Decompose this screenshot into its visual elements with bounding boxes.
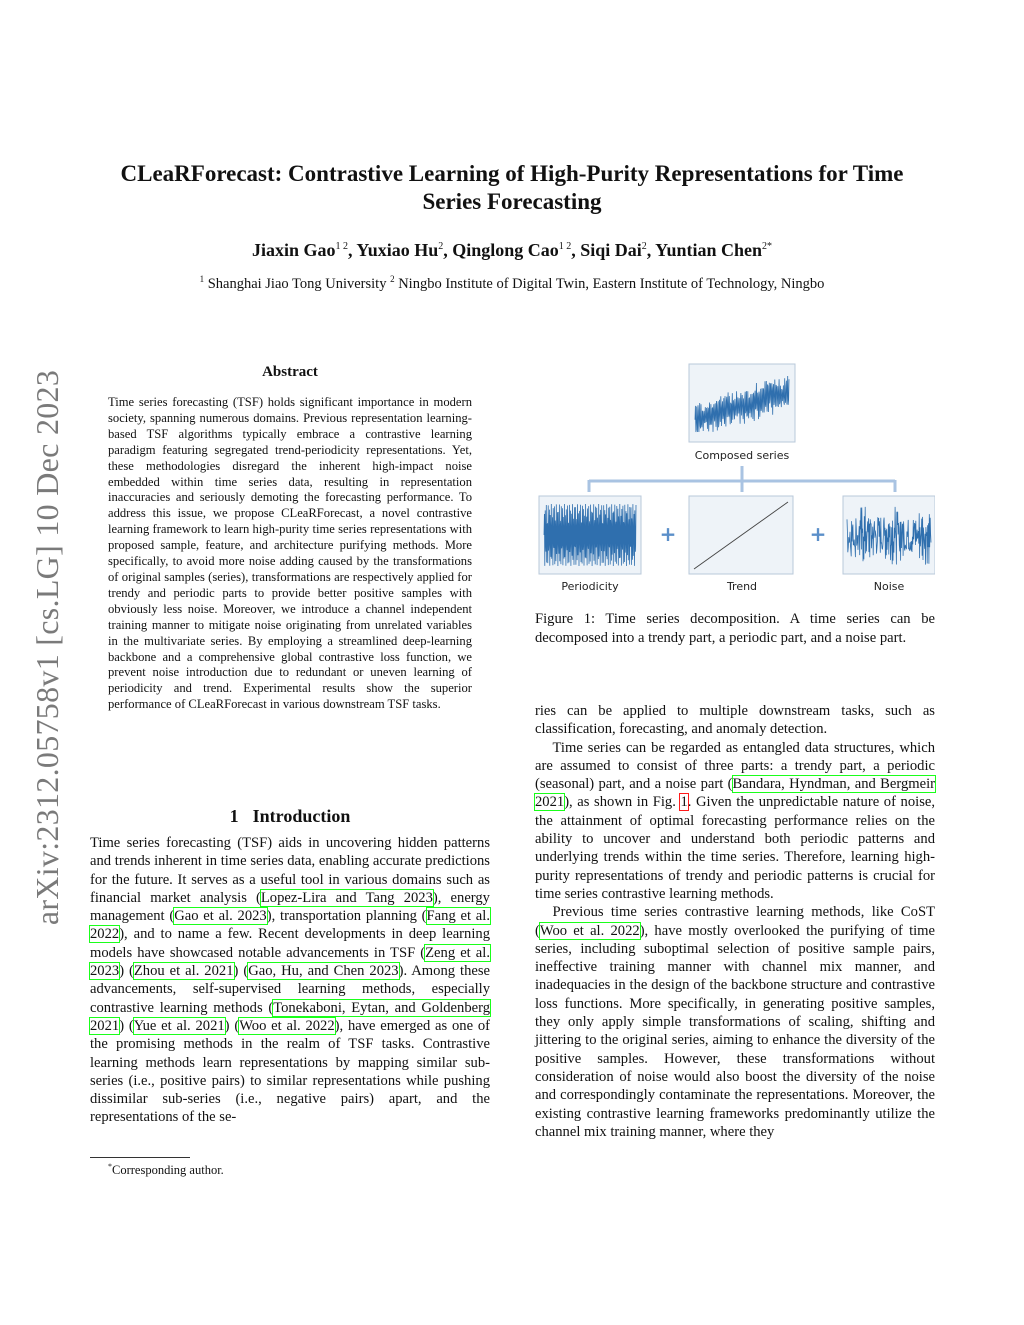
plus-icon: + bbox=[659, 522, 677, 546]
section-number: 1 bbox=[229, 806, 239, 826]
author-list: Jiaxin Gao$^{1 2}$, Yuxiao Hu$^2$, Qinglong Cao$^{1 2}$, Siqi Dai$^2$, Yuntian Chen$^{2*}$ bbox=[251, 240, 773, 260]
paragraph bbox=[535, 903, 935, 1141]
arxiv-identifier bbox=[30, 352, 66, 942]
author-name: Yuntian Chen bbox=[655, 240, 763, 260]
author-name: Jiaxin Gao bbox=[251, 240, 336, 260]
author-name: Siqi Dai bbox=[580, 240, 642, 260]
affiliation: Shanghai Jiao Tong University bbox=[207, 275, 387, 292]
paragraph: ries can be applied to multiple downstream tasks, such as classification, forecasting, and anomaly detection. bbox=[535, 703, 935, 738]
author-affil-mark: 2 bbox=[641, 241, 647, 252]
figure-time-series-decomposition bbox=[535, 360, 935, 600]
affiliation: Ningbo Institute of Digital Twin, Eastern Institute of Technology, Ningbo bbox=[398, 275, 825, 292]
intro-paragraph bbox=[90, 834, 490, 1127]
affiliations bbox=[90, 274, 934, 293]
author-affil-mark: 1 2 bbox=[558, 241, 572, 252]
intro-text bbox=[90, 834, 490, 1127]
author-affil-mark: 2* bbox=[762, 241, 773, 252]
text-run: ) ( bbox=[119, 1017, 134, 1034]
author-name: Yuxiao Hu bbox=[356, 240, 439, 260]
author-affil-mark: 1 2 bbox=[335, 241, 348, 252]
composed-series-label: Composed series bbox=[694, 449, 790, 462]
abstract-heading: Abstract bbox=[262, 364, 318, 380]
affil-mark: 2 bbox=[390, 274, 395, 284]
decomposition-bracket bbox=[589, 466, 895, 492]
citation-link[interactable]: Gao et al. 2023 bbox=[174, 908, 267, 925]
citation-link[interactable]: Bandara, Hyndman, and Bergmeir 2021 bbox=[535, 776, 935, 811]
text-run: ), have mostly overlooked the purifying of time series, including suboptimal selection of positive sample pairs, ineffective training manner with channel mix manner, and inadequacies in the design of the backbone structure and contrastive loss functions. More specifically, in generating positive samples, they only apply simple transformations of scaling, shifting and jittering to the original series, aiming to enhance the diversity of the positive samples. However, these transformations without consideration of noise would also boost the diversity of the noise and correspondingly contaminate the representations. Moreover, the existing contrastive learning frameworks predominantly utilize the channel mix training manner, where they bbox=[535, 922, 936, 1140]
author-affil-mark: 2 bbox=[438, 241, 444, 252]
citation-link[interactable]: Zhou et al. 2021 bbox=[133, 963, 234, 980]
text-run: . Given the unpredictable nature of noise, the attainment of optimal forecasting performance relies on the ability to uncover and understand both periodic patterns and underlying trends within the time series. Therefore, learning high-purity representations of trendy and periodic patterns is crucial for time series contrastive learning methods. bbox=[535, 794, 936, 902]
arxiv-identifier-text: arXiv:2312.05758v1 [cs.LG] 10 Dec 2023 bbox=[29, 369, 66, 925]
noise-label: Noise bbox=[873, 580, 905, 593]
paragraph bbox=[535, 739, 935, 904]
footnote-rule bbox=[90, 1157, 190, 1158]
footnote-mark: * bbox=[108, 1162, 112, 1171]
section-title: Introduction bbox=[252, 806, 351, 826]
text-run: Time series forecasting (TSF) aids in uncovering hidden patterns and trends inherent in time series data, enabling accurate predictions for the future. It serves as a useful tool in various domains such as financial market analysis ( bbox=[90, 835, 490, 906]
footnote-text: Corresponding author. bbox=[112, 1163, 224, 1178]
text-run: ). Among these advancements, self-supervised learning methods, especially contrastive learning methods ( bbox=[90, 963, 490, 1016]
citation-link[interactable]: Lopez-Lira and Tang 2023 bbox=[260, 889, 433, 906]
section-heading bbox=[90, 806, 490, 827]
citation-link[interactable]: Woo et al. 2022 bbox=[239, 1017, 335, 1034]
citation-link[interactable]: Fang et al. 2022 bbox=[90, 908, 490, 943]
text-run: ) ( bbox=[233, 963, 249, 980]
periodicity-label: Periodicity bbox=[561, 580, 619, 593]
affil-mark: 1 bbox=[199, 274, 205, 284]
plus-icon: + bbox=[809, 522, 827, 546]
paper-title: CLeaRForecast: Contrastive Learning of High-Purity Representations for Time Series Forecasting bbox=[120, 161, 904, 214]
citation-link[interactable]: Zeng et al. 2023 bbox=[90, 944, 490, 980]
footnote bbox=[108, 1162, 224, 1178]
text-run: ), energy management ( bbox=[90, 889, 490, 925]
figure-reference-link[interactable]: 1 bbox=[680, 794, 688, 811]
text-run: ) ( bbox=[119, 963, 134, 980]
text-run: ), and to name a few. Recent developments in deep learning models have showcased notable advancements in TSF ( bbox=[90, 926, 490, 961]
figure-caption: Figure 1: Time series decomposition. A time series can be decomposed into a trendy part, a periodic part, and a noise part. bbox=[535, 611, 935, 646]
text-run: ), transportation planning ( bbox=[266, 908, 427, 925]
citation-link[interactable]: Yue et al. 2021 bbox=[133, 1017, 225, 1034]
text-run: Time series can be regarded as entangled data structures, which are assumed to consist of three parts: a trendy part, a periodic (seasonal) part, and a noise part ( bbox=[535, 739, 935, 793]
text-run: ), have emerged as one of the promising methods in the realm of TSF tasks. Contrastive learning methods learn representations by mapping similar sub-series (i.e., positive pairs) to similar representations while pushing dissimilar sub-series (i.e., negative pairs) apart, and the representations of the se- bbox=[90, 1017, 491, 1126]
text-run: ), as shown in Fig. bbox=[564, 794, 681, 811]
abstract-body: Time series forecasting (TSF) holds significant importance in modern society, spanning numerous domains. Previous representation learning-based TSF algorithms typically embrace a contrastive learning paradigm featuring segregated trend-periodicity representations. Yet, these methodologies disregard the inherent high-impact noise embedded within time series data, resulting in representation inaccuracies and seriously demoting the forecasting performance. To address this issue, we propose CLeaRForecast, a novel contrastive learning framework to learn high-purity time series representations with proposed sample, feature, and architecture purifying methods. More specifically, to avoid more noise adding caused by the transformations of original samples (series), transformations are respectively applied for trendy and periodic parts to provide better positive samples with obviously less noise. Moreover, we introduce a channel independent training manner to mitigate noise originating from unrelated variables in the multivariate series. By employing a streamlined deep-learning backbone and a comprehensive global contrastive loss function, we prevent noise introduction due to redundant or uneven learning of periodicity and trend. Experimental results show the superior performance of CLeaRForecast in various downstream TSF tasks. bbox=[108, 395, 472, 712]
trend-label: Trend bbox=[726, 580, 758, 593]
citation-link[interactable]: Gao, Hu, and Chen 2023 bbox=[248, 963, 399, 980]
citation-link[interactable]: Tonekaboni, Eytan, and Goldenberg 2021 bbox=[90, 999, 490, 1034]
text-run: ) ( bbox=[224, 1017, 240, 1034]
author-name: Qinglong Cao bbox=[452, 240, 559, 260]
right-column-text bbox=[535, 702, 935, 1141]
citation-link[interactable]: Woo et al. 2022 bbox=[539, 922, 640, 939]
text-run: Previous time series contrastive learning methods, like CoST ( bbox=[535, 904, 935, 939]
